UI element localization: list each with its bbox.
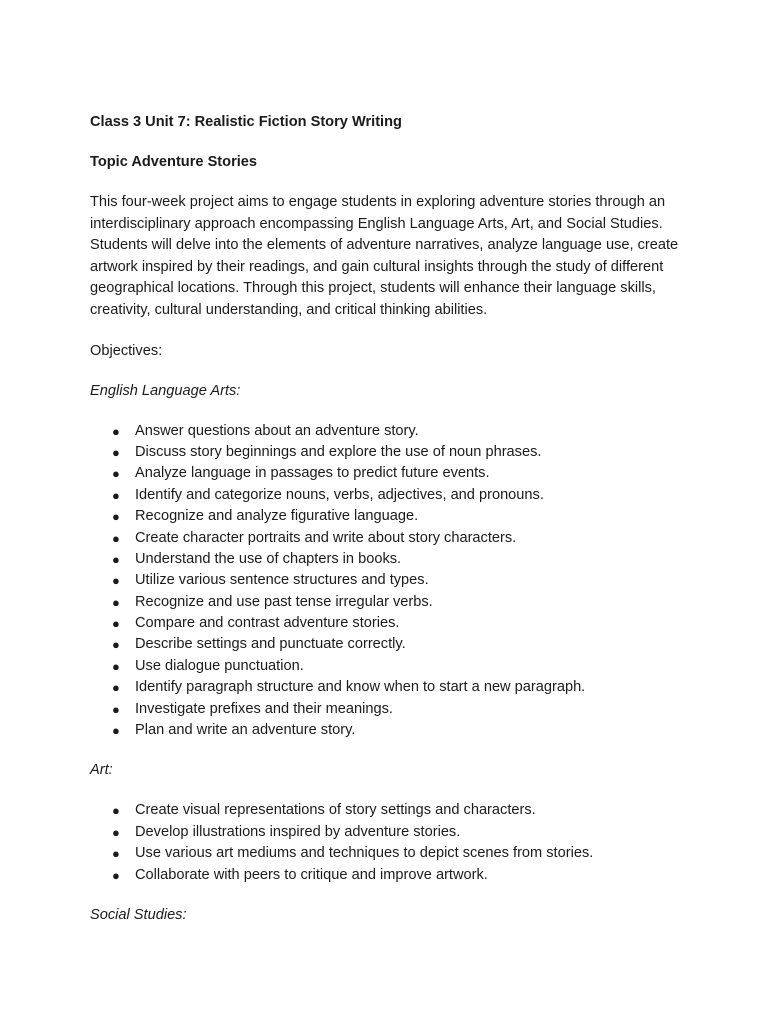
document-body <box>90 112 690 926</box>
list-item: ● Analyze language in passages to predict future events. <box>90 463 690 484</box>
intro-paragraph: This four-week project aims to engage students in exploring adventure stories through an interdisciplinary approach encompassing English Language Arts, Art, and Social Studies. Students will delve into the elements of adventure narratives, analyze language use, create artwork inspired by their readings, and gain cultural insights through the study of different geographical locations. Through this project, students will enhance their language skills, creativity, cultural understanding, and critical thinking abilities. <box>90 194 679 318</box>
bullet-icon: ● <box>112 803 120 819</box>
bullet-icon: ● <box>112 444 120 460</box>
list-item: ● Understand the use of chapters in books. <box>90 549 690 570</box>
bullet-icon: ● <box>112 637 120 653</box>
bullet-icon: ● <box>112 551 120 567</box>
list-item: ● Use various art mediums and techniques to depict scenes from stories. <box>90 843 690 864</box>
list-item: ● Develop illustrations inspired by adventure stories. <box>90 822 690 843</box>
bullet-icon: ● <box>112 423 120 439</box>
list-item: ● Collaborate with peers to critique and improve artwork. <box>90 865 690 886</box>
bullet-icon: ● <box>112 487 120 503</box>
list-item: ● Compare and contrast adventure stories. <box>90 613 690 634</box>
list-item: ● Identify paragraph structure and know when to start a new paragraph. <box>90 677 690 698</box>
bullet-icon: ● <box>112 723 120 739</box>
bullet-icon: ● <box>112 846 120 862</box>
bullet-icon: ● <box>112 530 120 546</box>
objectives-label: Objectives: <box>90 342 163 359</box>
list-item: ● Describe settings and punctuate correctly. <box>90 634 690 655</box>
bullet-icon: ● <box>112 824 120 840</box>
bullet-icon: ● <box>112 867 120 883</box>
topic-heading: Topic Adventure Stories <box>90 154 258 170</box>
bullet-list-art <box>90 800 690 886</box>
list-item: ● Plan and write an adventure story. <box>90 720 690 741</box>
bullet-icon: ● <box>112 701 120 717</box>
section-heading-english: English Language Arts: <box>90 382 241 399</box>
list-item: ● Answer questions about an adventure story. <box>90 421 690 442</box>
list-item: ● Identify and categorize nouns, verbs, adjectives, and pronouns. <box>90 485 690 506</box>
document-title: Class 3 Unit 7: Realistic Fiction Story Writing <box>90 114 402 130</box>
list-item: ● Create visual representations of story settings and characters. <box>90 800 690 821</box>
bullet-icon: ● <box>112 573 120 589</box>
list-item: ● Recognize and use past tense irregular verbs. <box>90 592 690 613</box>
bullet-icon: ● <box>112 466 120 482</box>
bullet-icon: ● <box>112 616 120 632</box>
list-item: ● Investigate prefixes and their meanings. <box>90 699 690 720</box>
bullet-icon: ● <box>112 594 120 610</box>
section-heading-social-studies: Social Studies: <box>90 906 187 923</box>
bullet-icon: ● <box>112 658 120 674</box>
list-item: ● Discuss story beginnings and explore the use of noun phrases. <box>90 442 690 463</box>
section-heading-art: Art: <box>90 762 113 779</box>
list-item: ● Utilize various sentence structures and types. <box>90 570 690 591</box>
list-item: ● Create character portraits and write about story characters. <box>90 528 690 549</box>
bullet-icon: ● <box>112 509 120 525</box>
bullet-icon: ● <box>112 680 120 696</box>
bullet-list-english <box>90 421 690 742</box>
list-item: ● Use dialogue punctuation. <box>90 656 690 677</box>
list-item: ● Recognize and analyze figurative language. <box>90 506 690 527</box>
